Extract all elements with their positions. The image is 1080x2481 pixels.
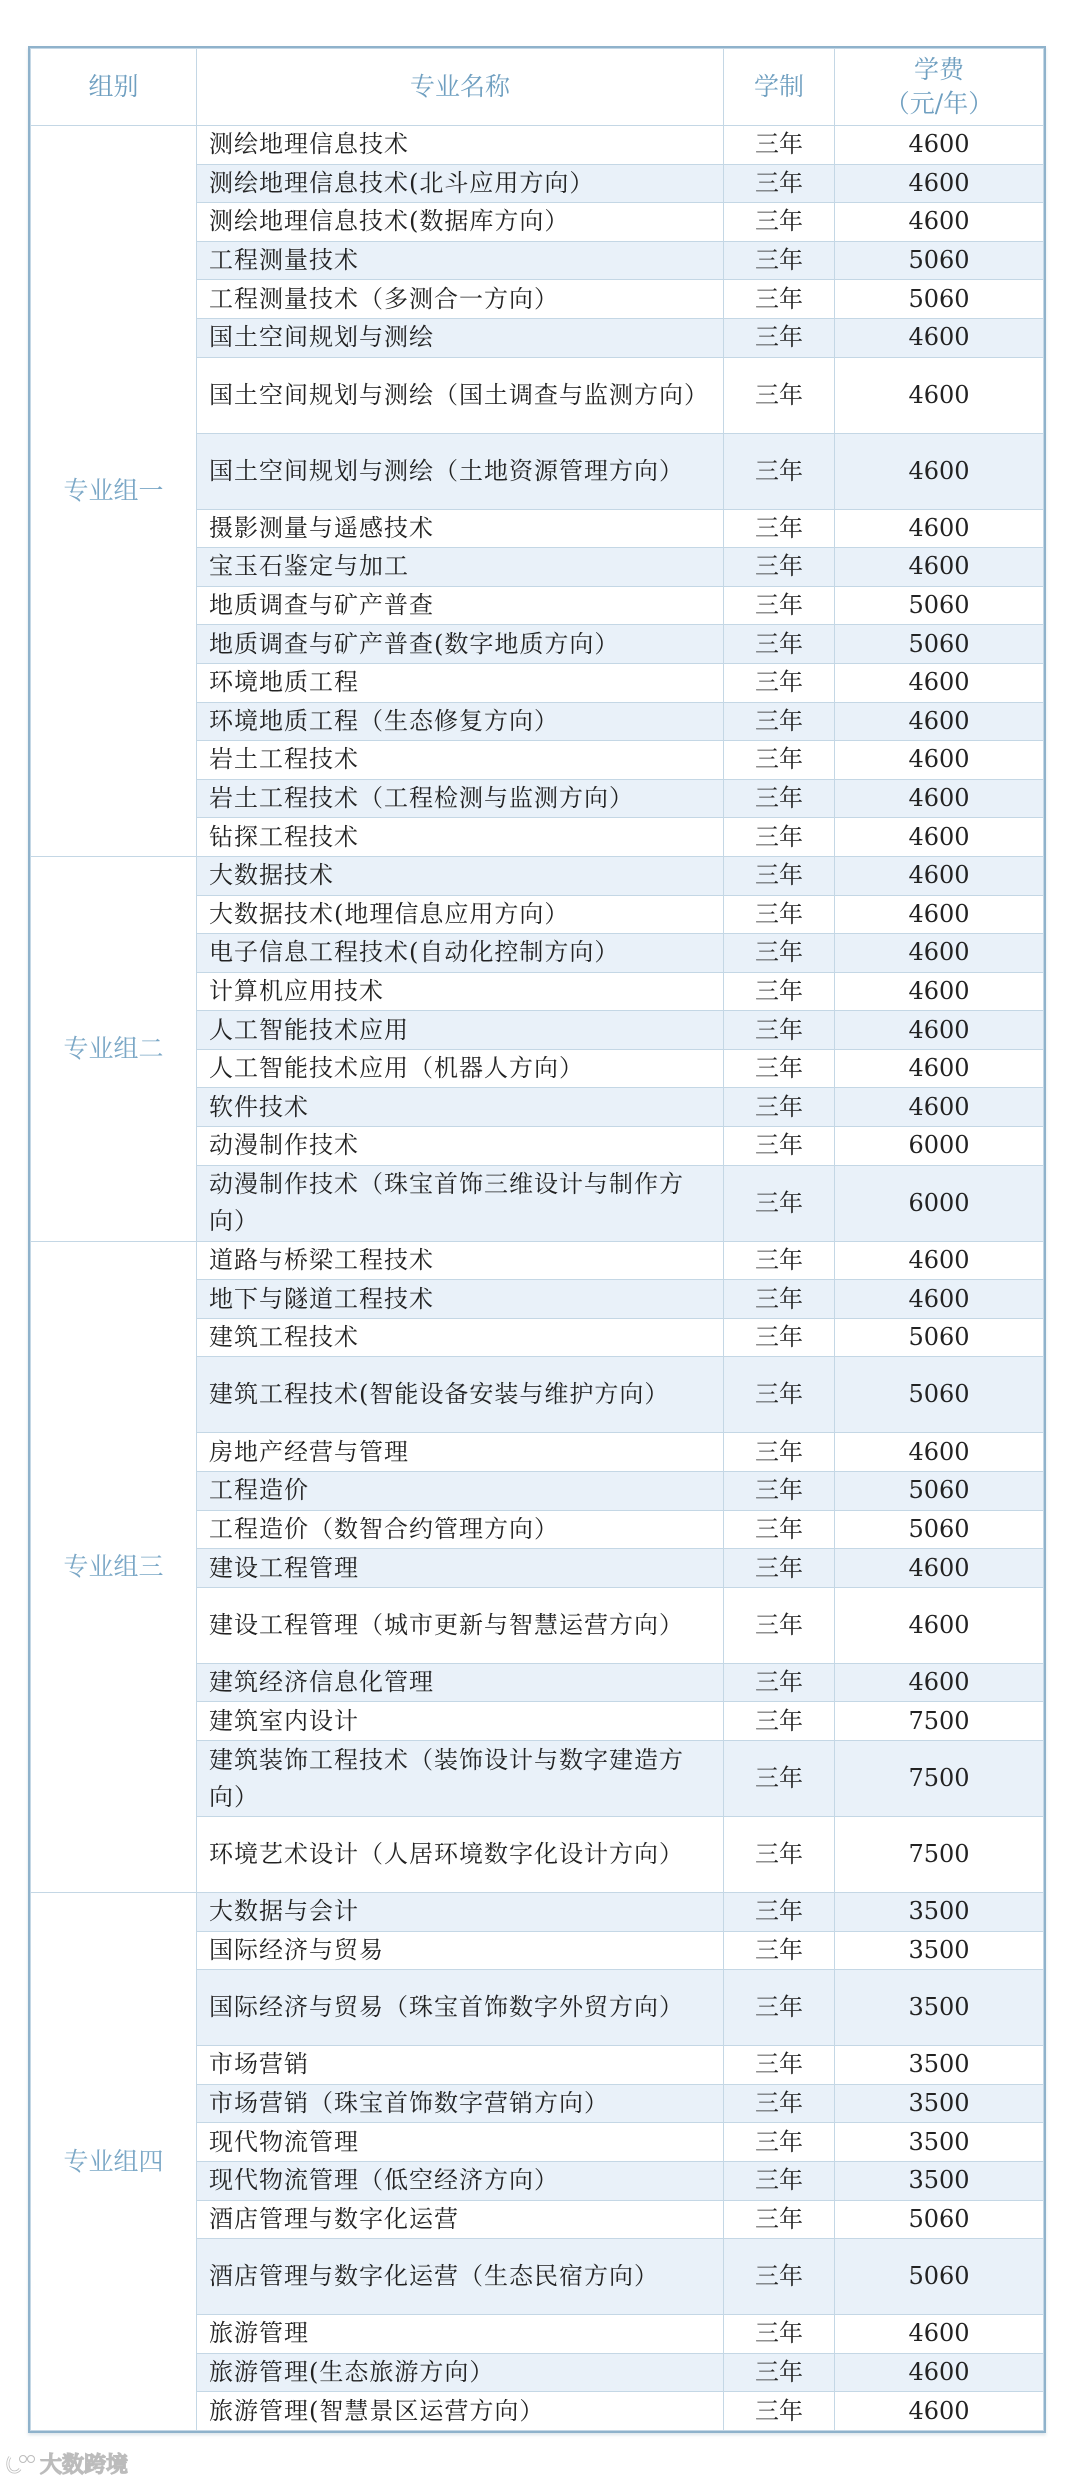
tuition-fee: 4600 — [835, 1663, 1044, 1702]
major-name: 工程测量技术 — [197, 241, 724, 280]
major-name: 旅游管理(生态旅游方向） — [197, 2353, 724, 2392]
major-name: 岩土工程技术 — [197, 741, 724, 780]
tuition-fee: 4600 — [835, 2353, 1044, 2392]
major-name: 现代物流管理（低空经济方向） — [197, 2161, 724, 2200]
study-duration: 三年 — [724, 1702, 835, 1741]
group-label: 专业组一 — [31, 126, 197, 857]
major-name: 国土空间规划与测绘（国土调查与监测方向） — [197, 357, 724, 433]
major-name: 建设工程管理 — [197, 1549, 724, 1588]
major-name: 酒店管理与数字化运营（生态民宿方向） — [197, 2239, 724, 2315]
major-name: 建筑装饰工程技术（装饰设计与数字建造方向） — [197, 1741, 724, 1817]
table-row — [31, 1893, 1044, 1932]
study-duration: 三年 — [724, 164, 835, 203]
study-duration: 三年 — [724, 1011, 835, 1050]
study-duration: 三年 — [724, 1472, 835, 1511]
major-name: 国际经济与贸易（珠宝首饰数字外贸方向） — [197, 1970, 724, 2046]
major-name: 现代物流管理 — [197, 2123, 724, 2162]
brand-logo-icon — [6, 2453, 36, 2475]
study-duration: 三年 — [724, 741, 835, 780]
tuition-fee: 4600 — [835, 357, 1044, 433]
tuition-fee: 4600 — [835, 1433, 1044, 1472]
tuition-fee: 4600 — [835, 433, 1044, 509]
major-name: 动漫制作技术（珠宝首饰三维设计与制作方向） — [197, 1165, 724, 1241]
table-row — [31, 1241, 1044, 1280]
watermark — [6, 2448, 128, 2479]
tuition-fee: 7500 — [835, 1817, 1044, 1893]
tuition-fee: 4600 — [835, 779, 1044, 818]
tuition-fee: 5060 — [835, 1510, 1044, 1549]
major-name: 国土空间规划与测绘 — [197, 318, 724, 357]
major-name: 人工智能技术应用 — [197, 1011, 724, 1050]
major-name: 环境艺术设计（人居环境数字化设计方向） — [197, 1817, 724, 1893]
major-name: 国际经济与贸易 — [197, 1931, 724, 1970]
group-label: 专业组二 — [31, 856, 197, 1241]
tuition-table-container — [28, 46, 1046, 2433]
study-duration: 三年 — [724, 2046, 835, 2085]
table-body — [31, 126, 1044, 2431]
tuition-fee: 3500 — [835, 2161, 1044, 2200]
tuition-fee: 6000 — [835, 1165, 1044, 1241]
major-name: 工程造价 — [197, 1472, 724, 1511]
tuition-fee: 4600 — [835, 1011, 1044, 1050]
major-name: 岩土工程技术（工程检测与监测方向） — [197, 779, 724, 818]
study-duration: 三年 — [724, 2239, 835, 2315]
major-name: 环境地质工程（生态修复方向） — [197, 702, 724, 741]
study-duration: 三年 — [724, 1970, 835, 2046]
major-name: 道路与桥梁工程技术 — [197, 1241, 724, 1280]
study-duration: 三年 — [724, 1433, 835, 1472]
study-duration: 三年 — [724, 702, 835, 741]
watermark-text: 大数跨境 — [40, 2453, 129, 2478]
study-duration: 三年 — [724, 1510, 835, 1549]
major-name: 测绘地理信息技术(数据库方向） — [197, 203, 724, 242]
major-name: 地质调查与矿产普查 — [197, 586, 724, 625]
study-duration: 三年 — [724, 1893, 835, 1932]
study-duration: 三年 — [724, 934, 835, 973]
study-duration: 三年 — [724, 895, 835, 934]
tuition-fee: 4600 — [835, 1088, 1044, 1127]
table-row — [31, 856, 1044, 895]
major-name: 宝玉石鉴定与加工 — [197, 548, 724, 587]
tuition-fee: 4600 — [835, 1241, 1044, 1280]
study-duration: 三年 — [724, 586, 835, 625]
study-duration: 三年 — [724, 126, 835, 165]
study-duration: 三年 — [724, 2200, 835, 2239]
tuition-fee: 5060 — [835, 1318, 1044, 1357]
study-duration: 三年 — [724, 2353, 835, 2392]
major-name: 市场营销（珠宝首饰数字营销方向） — [197, 2084, 724, 2123]
major-name: 旅游管理 — [197, 2315, 724, 2354]
study-duration: 三年 — [724, 203, 835, 242]
tuition-fee: 4600 — [835, 856, 1044, 895]
major-name: 大数据与会计 — [197, 1893, 724, 1932]
major-name: 地质调查与矿产普查(数字地质方向） — [197, 625, 724, 664]
tuition-fee: 7500 — [835, 1702, 1044, 1741]
tuition-fee: 4600 — [835, 2315, 1044, 2354]
major-name: 环境地质工程 — [197, 663, 724, 702]
tuition-fee: 5060 — [835, 280, 1044, 319]
study-duration: 三年 — [724, 280, 835, 319]
major-name: 大数据技术 — [197, 856, 724, 895]
major-name: 建筑室内设计 — [197, 1702, 724, 1741]
study-duration: 三年 — [724, 856, 835, 895]
study-duration: 三年 — [724, 1088, 835, 1127]
tuition-fee: 3500 — [835, 1931, 1044, 1970]
study-duration: 三年 — [724, 663, 835, 702]
major-name: 测绘地理信息技术(北斗应用方向） — [197, 164, 724, 203]
tuition-fee: 5060 — [835, 586, 1044, 625]
study-duration: 三年 — [724, 1280, 835, 1319]
major-name: 建筑工程技术(智能设备安装与维护方向） — [197, 1357, 724, 1433]
study-duration: 三年 — [724, 2315, 835, 2354]
study-duration: 三年 — [724, 2123, 835, 2162]
study-duration: 三年 — [724, 1049, 835, 1088]
study-duration: 三年 — [724, 548, 835, 587]
study-duration: 三年 — [724, 357, 835, 433]
study-duration: 三年 — [724, 509, 835, 548]
tuition-fee: 4600 — [835, 818, 1044, 857]
tuition-fee: 4600 — [835, 663, 1044, 702]
study-duration: 三年 — [724, 1127, 835, 1166]
tuition-fee: 5060 — [835, 625, 1044, 664]
tuition-fee: 3500 — [835, 1893, 1044, 1932]
study-duration: 三年 — [724, 818, 835, 857]
tuition-fee: 4600 — [835, 203, 1044, 242]
study-duration: 三年 — [724, 2084, 835, 2123]
major-name: 计算机应用技术 — [197, 972, 724, 1011]
study-duration: 三年 — [724, 2161, 835, 2200]
major-name: 旅游管理(智慧景区运营方向） — [197, 2392, 724, 2431]
study-duration: 三年 — [724, 241, 835, 280]
study-duration: 三年 — [724, 1741, 835, 1817]
tuition-fee: 4600 — [835, 702, 1044, 741]
tuition-fee: 3500 — [835, 2084, 1044, 2123]
study-duration: 三年 — [724, 625, 835, 664]
header-fee-line2: （元/年） — [884, 89, 994, 118]
study-duration: 三年 — [724, 1663, 835, 1702]
tuition-fee: 4600 — [835, 972, 1044, 1011]
header-fee — [835, 49, 1044, 126]
tuition-fee: 5060 — [835, 241, 1044, 280]
tuition-fee: 4600 — [835, 164, 1044, 203]
major-name: 建筑工程技术 — [197, 1318, 724, 1357]
study-duration: 三年 — [724, 1931, 835, 1970]
header-major-name: 专业名称 — [197, 49, 724, 126]
major-name: 酒店管理与数字化运营 — [197, 2200, 724, 2239]
major-name: 市场营销 — [197, 2046, 724, 2085]
major-name: 工程测量技术（多测合一方向） — [197, 280, 724, 319]
study-duration: 三年 — [724, 1817, 835, 1893]
study-duration: 三年 — [724, 1318, 835, 1357]
major-name: 测绘地理信息技术 — [197, 126, 724, 165]
table-row — [31, 126, 1044, 165]
study-duration: 三年 — [724, 1357, 835, 1433]
tuition-fee: 5060 — [835, 1472, 1044, 1511]
tuition-fee: 4600 — [835, 895, 1044, 934]
major-name: 人工智能技术应用（机器人方向） — [197, 1049, 724, 1088]
tuition-fee: 4600 — [835, 548, 1044, 587]
study-duration: 三年 — [724, 1549, 835, 1588]
tuition-table — [30, 48, 1044, 2431]
table-header-row — [31, 49, 1044, 126]
tuition-fee: 4600 — [835, 1280, 1044, 1319]
major-name: 地下与隧道工程技术 — [197, 1280, 724, 1319]
study-duration: 三年 — [724, 1165, 835, 1241]
tuition-fee: 6000 — [835, 1127, 1044, 1166]
group-label: 专业组三 — [31, 1241, 197, 1892]
tuition-fee: 4600 — [835, 1549, 1044, 1588]
tuition-fee: 7500 — [835, 1741, 1044, 1817]
header-group: 组别 — [31, 49, 197, 126]
tuition-fee: 5060 — [835, 1357, 1044, 1433]
study-duration: 三年 — [724, 1587, 835, 1663]
tuition-fee: 5060 — [835, 2200, 1044, 2239]
major-name: 建筑经济信息化管理 — [197, 1663, 724, 1702]
major-name: 房地产经营与管理 — [197, 1433, 724, 1472]
major-name: 建设工程管理（城市更新与智慧运营方向） — [197, 1587, 724, 1663]
tuition-fee: 5060 — [835, 2239, 1044, 2315]
major-name: 工程造价（数智合约管理方向） — [197, 1510, 724, 1549]
header-fee-line1: 学费 — [913, 55, 964, 84]
study-duration: 三年 — [724, 2392, 835, 2431]
major-name: 大数据技术(地理信息应用方向） — [197, 895, 724, 934]
study-duration: 三年 — [724, 318, 835, 357]
tuition-fee: 3500 — [835, 2046, 1044, 2085]
major-name: 国土空间规划与测绘（土地资源管理方向） — [197, 433, 724, 509]
major-name: 摄影测量与遥感技术 — [197, 509, 724, 548]
major-name: 钻探工程技术 — [197, 818, 724, 857]
study-duration: 三年 — [724, 972, 835, 1011]
study-duration: 三年 — [724, 779, 835, 818]
major-name: 动漫制作技术 — [197, 1127, 724, 1166]
tuition-fee: 4600 — [835, 318, 1044, 357]
tuition-fee: 4600 — [835, 934, 1044, 973]
tuition-fee: 4600 — [835, 741, 1044, 780]
tuition-fee: 3500 — [835, 2123, 1044, 2162]
group-label: 专业组四 — [31, 1893, 197, 2431]
major-name: 电子信息工程技术(自动化控制方向） — [197, 934, 724, 973]
study-duration: 三年 — [724, 1241, 835, 1280]
tuition-fee: 4600 — [835, 1587, 1044, 1663]
study-duration: 三年 — [724, 433, 835, 509]
tuition-fee: 4600 — [835, 126, 1044, 165]
tuition-fee: 3500 — [835, 1970, 1044, 2046]
tuition-fee: 4600 — [835, 2392, 1044, 2431]
tuition-fee: 4600 — [835, 509, 1044, 548]
tuition-fee: 4600 — [835, 1049, 1044, 1088]
major-name: 软件技术 — [197, 1088, 724, 1127]
header-duration: 学制 — [724, 49, 835, 126]
